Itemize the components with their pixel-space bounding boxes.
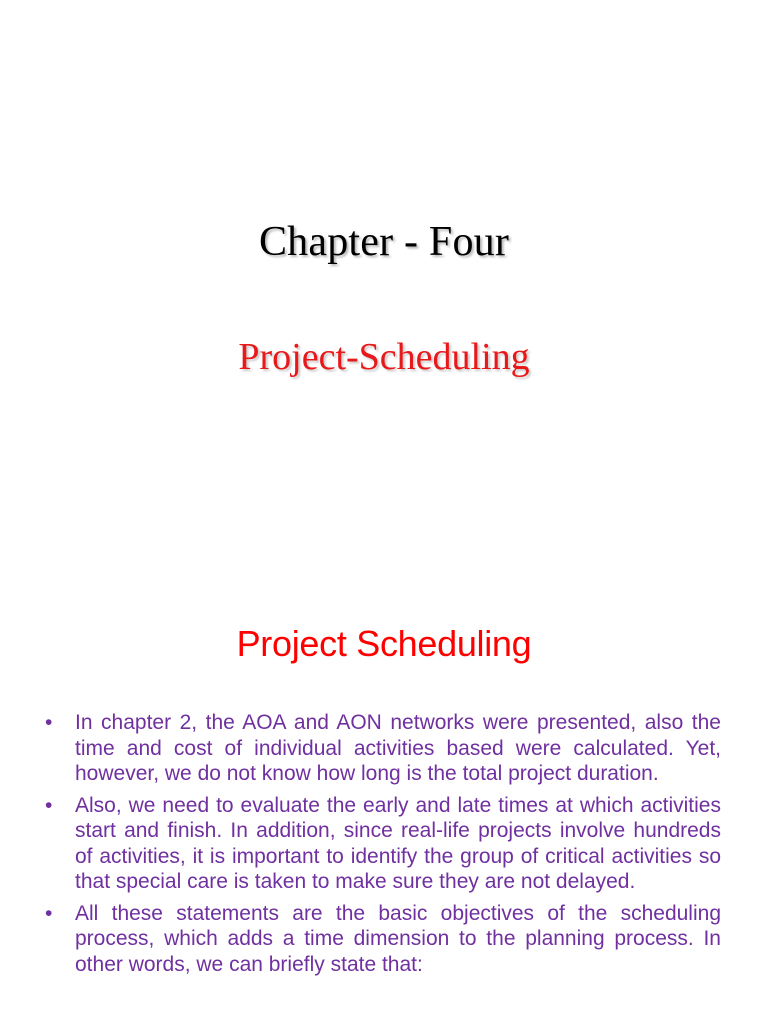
bullet-item <box>45 710 721 787</box>
bullet-item <box>45 793 721 895</box>
chapter-subtitle: Project-Scheduling <box>238 336 530 378</box>
bullet-item <box>45 901 721 978</box>
bullet-text: Also, we need to evaluate the early and late times at which activities start and finish. In addition, since real-life projects involve hundreds of activities, it is important to identify the group of critical activities so that special care is taken to make sure they are not delayed. <box>75 793 721 893</box>
bullet-icon: • <box>45 793 53 817</box>
bullet-text: All these statements are the basic objectives of the scheduling process, which adds a time dimension to the planning process. In other words, we can briefly state that: <box>75 901 721 976</box>
bullet-list <box>45 710 721 983</box>
bullet-icon: • <box>45 711 53 734</box>
bullet-icon: • <box>45 901 53 925</box>
bullet-text: In chapter 2, the AOA and AON networks were presented, also the time and cost of individual activities based were calculated. Yet, however, we do not know how long is the total project duration. <box>75 711 721 785</box>
slide-heading: Project Scheduling <box>236 623 532 664</box>
chapter-title: Chapter - Four <box>258 219 510 265</box>
slide-content <box>0 576 768 1024</box>
